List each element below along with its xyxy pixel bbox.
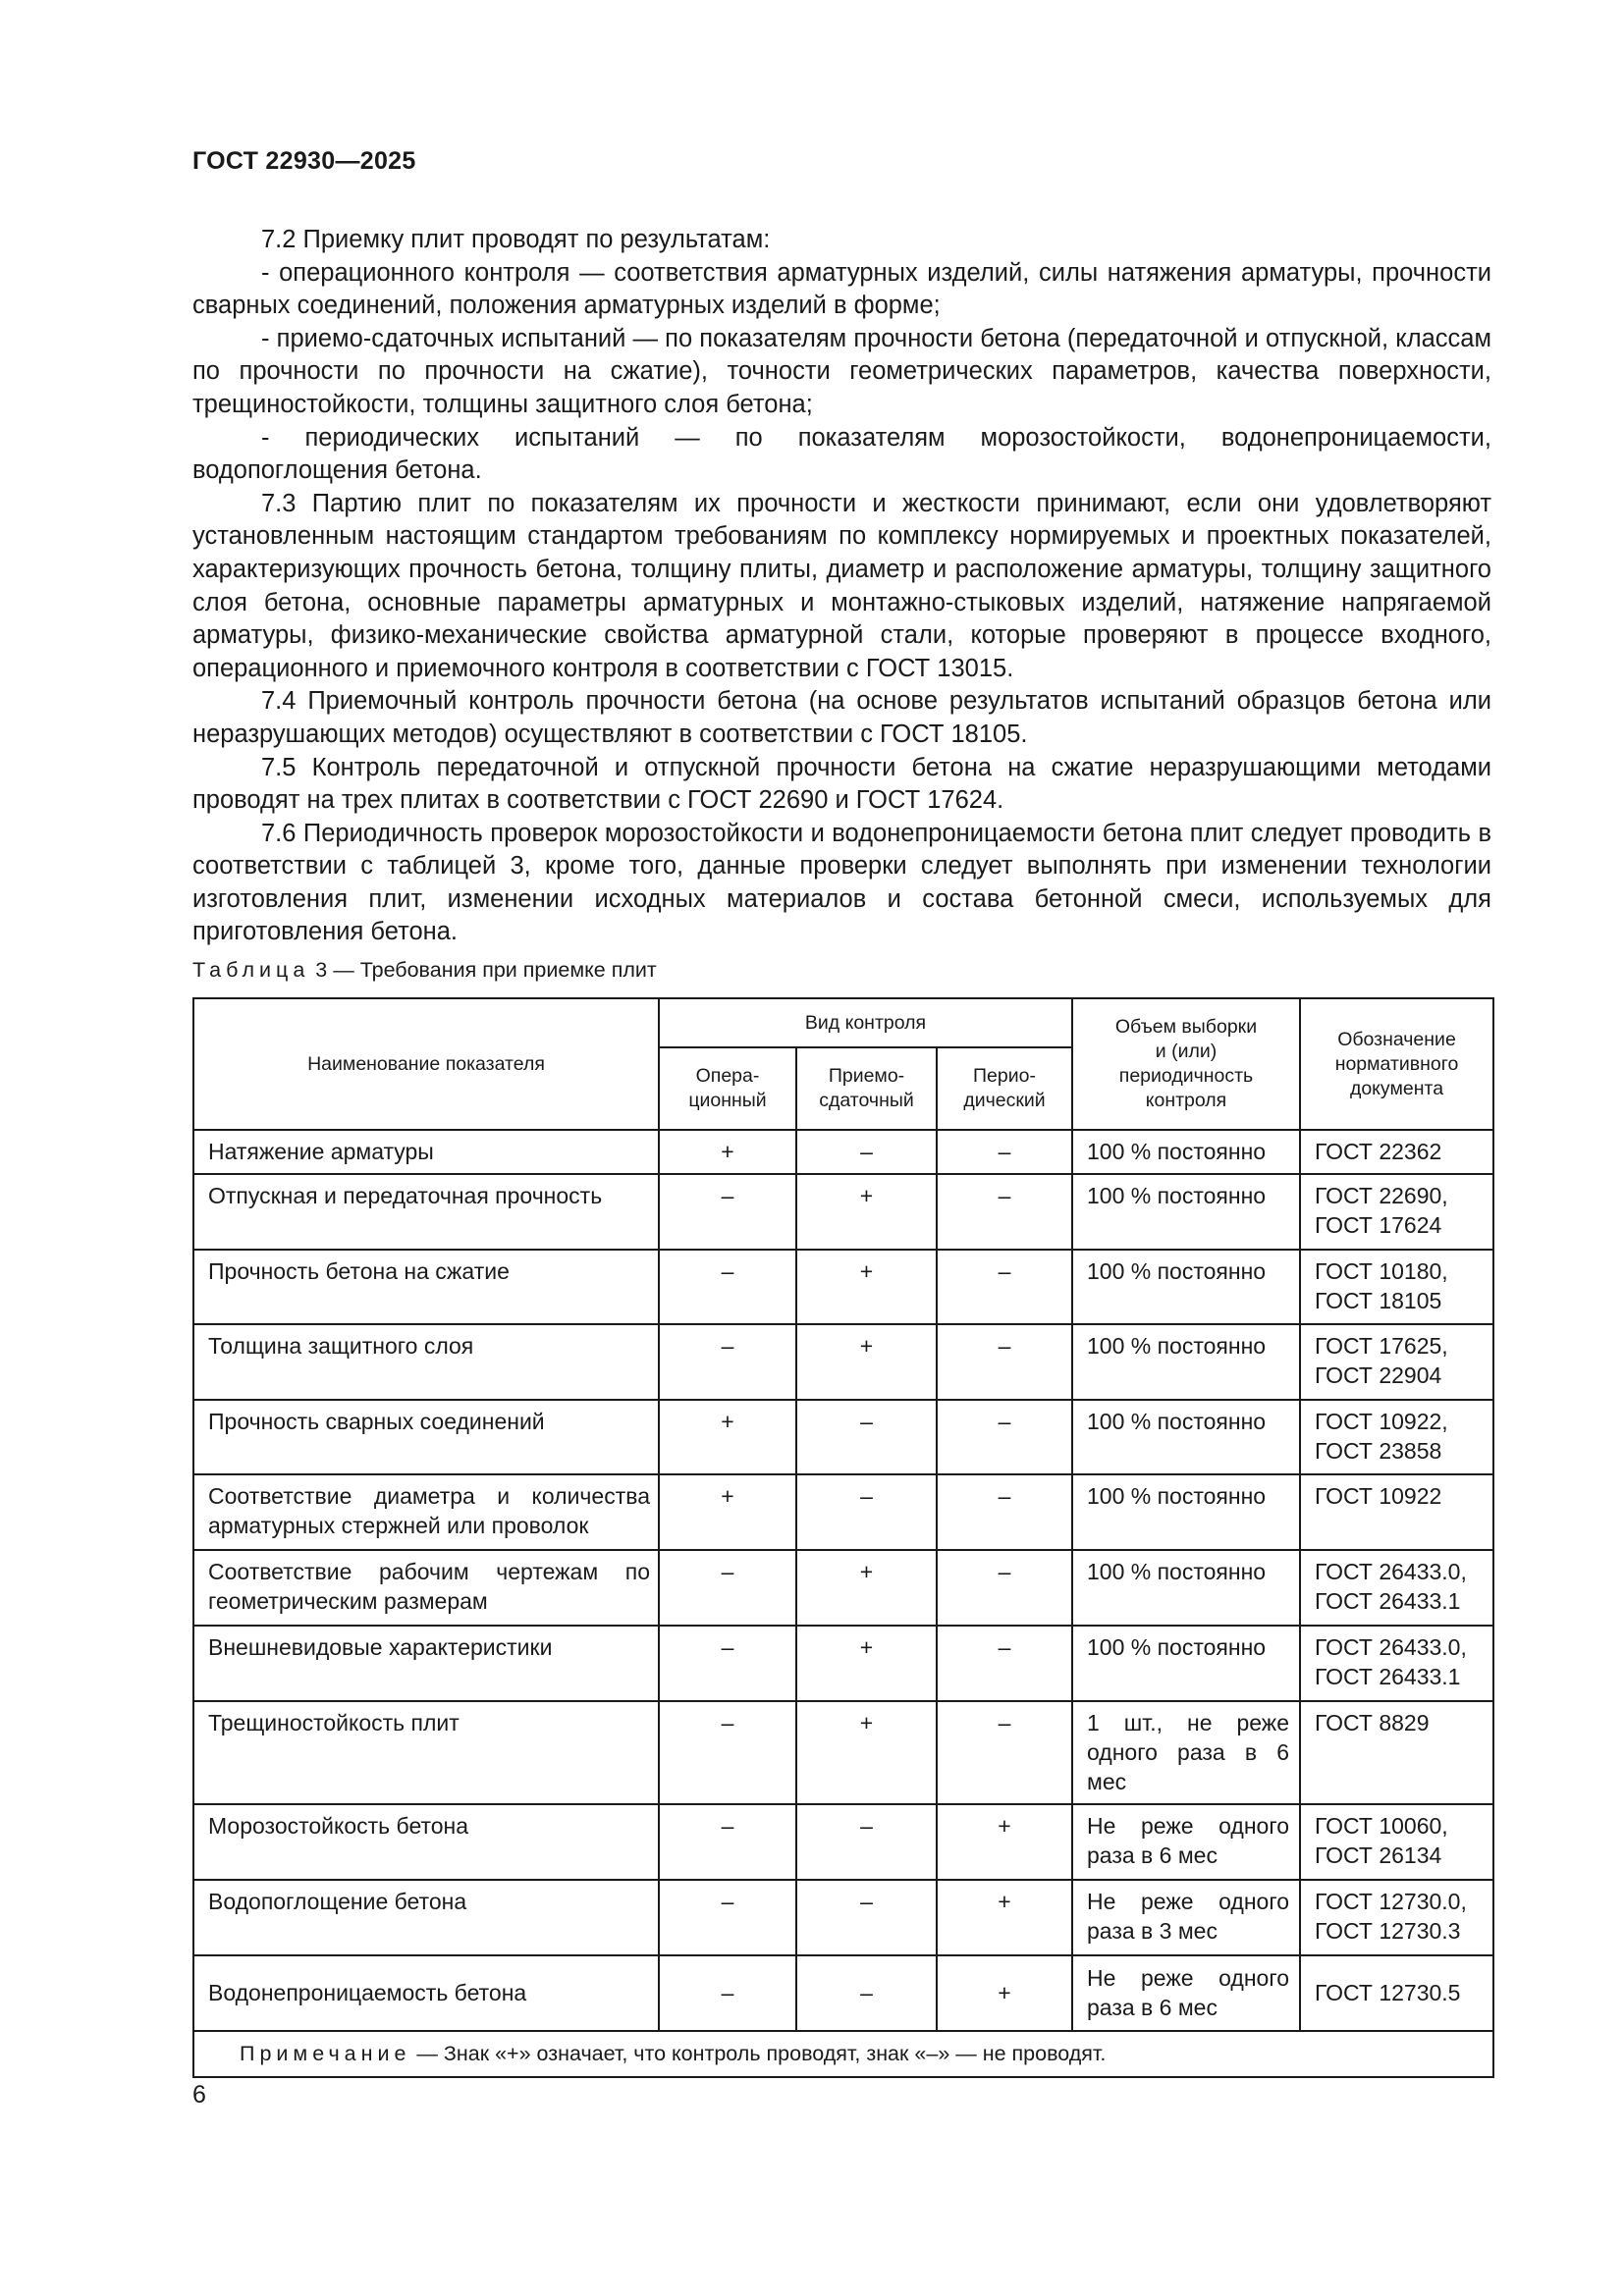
volume-cell: Не реже одного раза в 3 мес [1072,1880,1300,1955]
volume-cell: 100 % постоянно [1072,1324,1300,1400]
table-row [193,1250,1493,1324]
periodic-cell: – [937,1626,1072,1701]
indicator-cell: Водонепроницаемость бетона [193,1955,659,2031]
table-row [193,1880,1493,1955]
header-normative-document: Обозначение нормативного документа [1300,998,1493,1130]
acceptance-cell: – [796,1955,937,2031]
indicator-cell: Толщина защитного слоя [193,1324,659,1400]
body-text [192,224,1491,949]
table-note [193,2031,1493,2077]
document-cell: ГОСТ 12730.5 [1300,1955,1493,2031]
indicator-cell: Натяжение арматуры [193,1130,659,1174]
list-item-periodic: - периодических испытаний — по показателям морозостойкости, водонепроницаемости, водопоглощения бетона. [192,423,1491,485]
paragraph-7-3: 7.3 Партию плит по показателям их прочности и жесткости принимают, если они удовлетворяют установленным настоящим стандартом требованиям по комплексу нормируемых и проектных показателей, характеризующих прочность бетона, толщину плиты, диаметр и расположение арматуры, толщину защитного слоя бетона, основные параметры арматурных и монтажно-стыковых изделий, натяжение напрягаемой арматуры, физико-механические свойства арматурной стали, которые проверяют в процессе входного, операционного и приемочного контроля в соответствии с ГОСТ 13015. [192,489,1491,682]
table-row [193,1804,1493,1880]
header-operational: Опера- ционный [659,1047,796,1130]
header-periodic: Перио- дический [937,1047,1072,1130]
acceptance-cell: – [796,1804,937,1880]
operational-cell: + [659,1474,796,1550]
periodic-cell: – [937,1250,1072,1324]
periodic-cell: + [937,1955,1072,2031]
volume-cell: 100 % постоянно [1072,1174,1300,1250]
table-caption-word: Таблица [192,958,310,982]
acceptance-cell: + [796,1324,937,1400]
periodic-cell: + [937,1804,1072,1880]
operational-cell: – [659,1550,796,1626]
requirements-table [192,997,1494,2078]
volume-cell: 100 % постоянно [1072,1130,1300,1174]
table-row [193,1324,1493,1400]
document-cell: ГОСТ 22362 [1300,1130,1493,1174]
operational-cell: – [659,1174,796,1250]
document-cell: ГОСТ 26433.0, ГОСТ 26433.1 [1300,1626,1493,1701]
indicator-cell: Соответствие диаметра и количества арматурных стержней или проволок [193,1474,659,1550]
table-caption [192,958,657,983]
table-note-word: Примечание [240,2042,411,2065]
operational-cell: – [659,1880,796,1955]
acceptance-cell: + [796,1626,937,1701]
table-body [193,1130,1493,2031]
volume-cell: 100 % постоянно [1072,1400,1300,1474]
table-row [193,1550,1493,1626]
document-cell: ГОСТ 8829 [1300,1701,1493,1804]
acceptance-cell: + [796,1174,937,1250]
table-row [193,1701,1493,1804]
document-cell: ГОСТ 26433.0, ГОСТ 26433.1 [1300,1550,1493,1626]
table-row [193,1174,1493,1250]
indicator-cell: Внешневидовые характеристики [193,1626,659,1701]
list-item-operational: - операционного контроля — соответствия арматурных изделий, силы натяжения арматуры, прочности сварных соединений, положения арматурных изделий в форме; [192,258,1491,320]
header-sample-volume: Объем выборки и (или) периодичность контроля [1072,998,1300,1130]
indicator-cell: Соответствие рабочим чертежам по геометрическим размерам [193,1550,659,1626]
document-cell: ГОСТ 17625, ГОСТ 22904 [1300,1324,1493,1400]
document-cell: ГОСТ 10180, ГОСТ 18105 [1300,1250,1493,1324]
periodic-cell: – [937,1474,1072,1550]
operational-cell: + [659,1400,796,1474]
acceptance-cell: – [796,1400,937,1474]
periodic-cell: – [937,1174,1072,1250]
document-cell: ГОСТ 22690, ГОСТ 17624 [1300,1174,1493,1250]
periodic-cell: – [937,1701,1072,1804]
operational-cell: + [659,1130,796,1174]
table-row [193,1626,1493,1701]
paragraph-7-5: 7.5 Контроль передаточной и отпускной прочности бетона на сжатие неразрушающими методами проводят на трех плитах в соответствии с ГОСТ 22690 и ГОСТ 17624. [192,753,1491,815]
page-number: 6 [192,2081,206,2109]
header-acceptance: Приемо- сдаточный [796,1047,937,1130]
periodic-cell: + [937,1880,1072,1955]
volume-cell: 100 % постоянно [1072,1250,1300,1324]
paragraph-7-6: 7.6 Периодичность проверок морозостойкости и водонепроницаемости бетона плит следует проводить в соответствии с таблицей 3, кроме того, данные проверки следует выполнять при изменении технологии изготовления плит, изменении исходных материалов и состава бетонной смеси, используемых для приготовления бетона. [192,819,1491,946]
document-cell: ГОСТ 10060, ГОСТ 26134 [1300,1804,1493,1880]
operational-cell: – [659,1701,796,1804]
acceptance-cell: + [796,1550,937,1626]
acceptance-cell: – [796,1130,937,1174]
list-item-acceptance: - приемо-сдаточных испытаний — по показателям прочности бетона (передаточной и отпускной, классам по прочности по прочности на сжатие), точности геометрических параметров, качества поверхности, трещиностойкости, толщины защитного слоя бетона; [192,324,1491,418]
table-caption-text: 3 — Требования при приемке плит [309,958,657,982]
periodic-cell: – [937,1400,1072,1474]
document-header: ГОСТ 22930—2025 [192,147,416,175]
document-cell: ГОСТ 12730.0, ГОСТ 12730.3 [1300,1880,1493,1955]
volume-cell: Не реже одного раза в 6 мес [1072,1955,1300,2031]
operational-cell: – [659,1955,796,2031]
operational-cell: – [659,1626,796,1701]
indicator-cell: Водопоглощение бетона [193,1880,659,1955]
table-row [193,1130,1493,1174]
indicator-cell: Прочность сварных соединений [193,1400,659,1474]
volume-cell: 100 % постоянно [1072,1474,1300,1550]
table-row [193,1400,1493,1474]
indicator-cell: Морозостойкость бетона [193,1804,659,1880]
paragraph-7-2: 7.2 Приемку плит проводят по результатам: [261,226,771,253]
volume-cell: Не реже одного раза в 6 мес [1072,1804,1300,1880]
volume-cell: 100 % постоянно [1072,1626,1300,1701]
paragraph-7-4: 7.4 Приемочный контроль прочности бетона (на основе результатов испытаний образцов бетона или неразрушающих методов) осуществляют в соответствии с ГОСТ 18105. [192,687,1491,748]
operational-cell: – [659,1804,796,1880]
volume-cell: 100 % постоянно [1072,1550,1300,1626]
document-cell: ГОСТ 10922, ГОСТ 23858 [1300,1400,1493,1474]
acceptance-cell: – [796,1880,937,1955]
table-note-text: — Знак «+» означает, что контроль проводят, знак «–» — не проводят. [410,2042,1107,2065]
periodic-cell: – [937,1324,1072,1400]
header-control-type: Вид контроля [659,998,1072,1047]
table-row [193,1474,1493,1550]
acceptance-cell: – [796,1474,937,1550]
acceptance-cell: + [796,1701,937,1804]
header-indicator-name: Наименование показателя [193,998,659,1130]
document-cell: ГОСТ 10922 [1300,1474,1493,1550]
operational-cell: – [659,1324,796,1400]
acceptance-cell: + [796,1250,937,1324]
indicator-cell: Прочность бетона на сжатие [193,1250,659,1324]
indicator-cell: Отпускная и передаточная прочность [193,1174,659,1250]
table-row [193,1955,1493,2031]
periodic-cell: – [937,1550,1072,1626]
operational-cell: – [659,1250,796,1324]
periodic-cell: – [937,1130,1072,1174]
volume-cell: 1 шт., не реже одного раза в 6 мес [1072,1701,1300,1804]
indicator-cell: Трещиностойкость плит [193,1701,659,1804]
